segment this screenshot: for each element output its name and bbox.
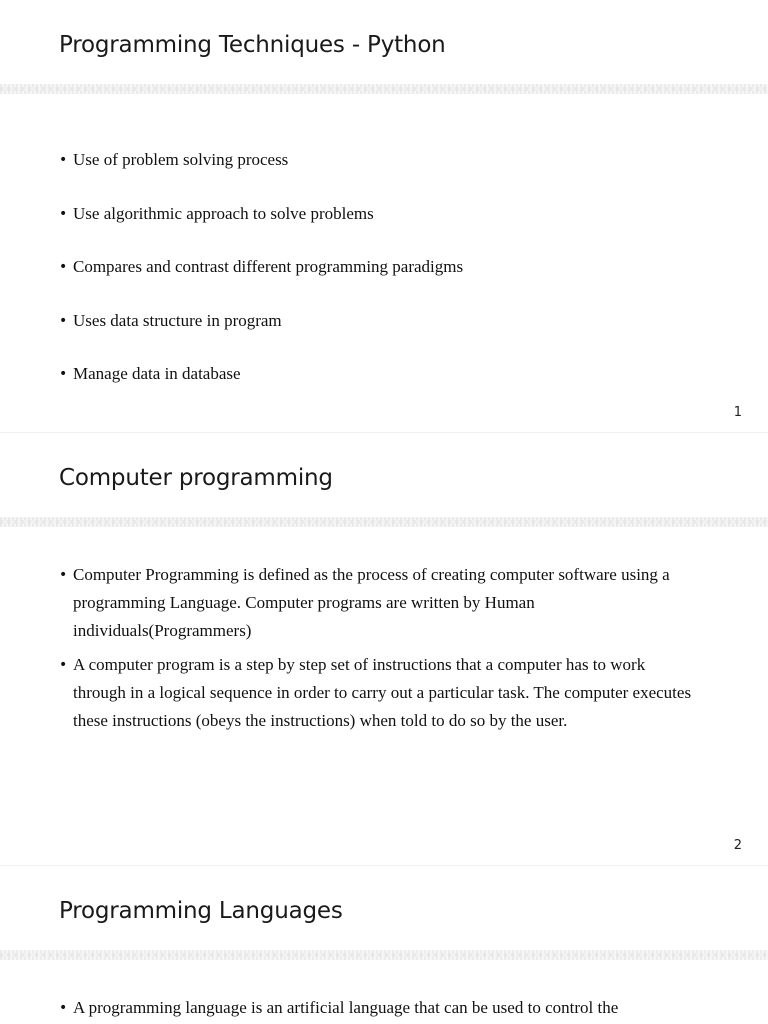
bullet-item	[59, 994, 699, 1022]
bullet-icon: •	[59, 1000, 68, 1016]
slide-3	[0, 866, 768, 1024]
title-divider-band	[0, 950, 768, 960]
bullet-item	[59, 360, 699, 414]
slide-title: Programming Languages	[59, 898, 343, 924]
bullet-icon: •	[59, 567, 68, 583]
bullet-icon: •	[59, 312, 68, 329]
slide-title: Programming Techniques - Python	[59, 32, 446, 58]
title-divider-band	[0, 517, 768, 527]
bullet-item	[59, 307, 699, 361]
bullet-item	[59, 561, 699, 645]
bullet-text: Use algorithmic approach to solve problems	[73, 203, 374, 223]
bullet-text: A programming language is an artificial language that can be used to control the	[73, 998, 619, 1017]
bullet-text: Uses data structure in program	[73, 310, 282, 330]
bullet-icon: •	[59, 657, 68, 673]
bullet-icon: •	[59, 259, 68, 275]
page-number: 2	[733, 838, 742, 853]
bullet-item	[59, 200, 699, 254]
bullet-text: A computer program is a step by step set of instructions that a computer has to work through in a logical sequence in order to carry out a particular task. The computer executes these instructions (obeys the instructions) when told to do so by the user.	[73, 655, 692, 730]
bullet-text: Use of problem solving process	[73, 150, 289, 169]
bullet-item	[59, 253, 699, 307]
slide-title: Computer programming	[59, 465, 333, 491]
bullet-text: Computer Programming is defined as the process of creating computer software using a programming Language. Computer programs are written by Human individuals(Programmers)	[73, 565, 670, 640]
bullet-icon: •	[59, 205, 68, 222]
bullet-list	[59, 994, 699, 1022]
title-divider-band	[0, 84, 768, 94]
bullet-icon: •	[59, 152, 68, 168]
bullet-text: Compares and contrast different programming paradigms	[73, 257, 464, 276]
bullet-text: Manage data in database	[73, 364, 241, 383]
bullet-item	[59, 651, 699, 735]
bullet-list	[59, 146, 699, 414]
bullet-item	[59, 146, 699, 200]
slide-2	[0, 433, 768, 865]
page-number: 1	[733, 405, 742, 420]
bullet-icon: •	[59, 366, 68, 382]
bullet-list	[59, 561, 699, 741]
slide-1	[0, 0, 768, 432]
